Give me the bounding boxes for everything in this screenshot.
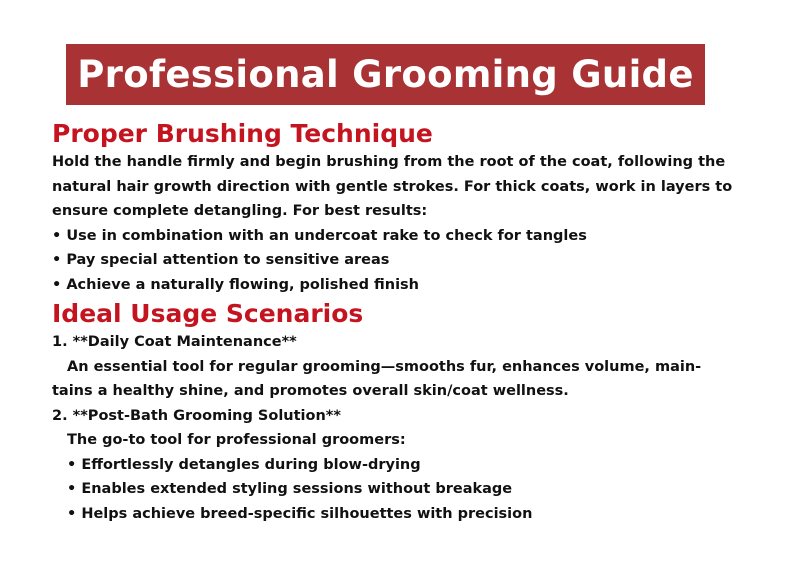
- bullet-item: • Achieve a naturally flowing, polished finish: [52, 276, 419, 293]
- numbered-item-title: 2. **Post-Bath Grooming Solution**: [52, 407, 341, 424]
- guide-title-banner: [66, 44, 705, 105]
- item-intro: The go-to tool for professional groomers:: [67, 432, 406, 448]
- item-description-line: tains a healthy shine, and promotes overall skin/coat wellness.: [52, 383, 569, 399]
- numbered-item-title: 1. **Daily Coat Maintenance**: [52, 334, 297, 350]
- section-heading-brushing: Proper Brushing Technique: [52, 119, 433, 148]
- section-heading-usage: Ideal Usage Scenarios: [52, 299, 364, 328]
- bullet-item: • Use in combination with an undercoat rake to check for tangles: [52, 227, 587, 244]
- item-description-line: An essential tool for regular grooming—smooths fur, enhances volume, main-: [67, 358, 702, 375]
- section-brushing: [52, 118, 772, 297]
- guide-title: Professional Grooming Guide: [77, 53, 694, 96]
- bullet-item: • Pay special attention to sensitive areas: [52, 252, 390, 268]
- guide-content: [52, 118, 772, 526]
- bullet-item: • Effortlessly detangles during blow-drying: [67, 456, 421, 473]
- paragraph-line: ensure complete detangling. For best results:: [52, 203, 428, 219]
- section-usage: [52, 298, 772, 526]
- bullet-item: • Helps achieve breed-specific silhouettes with precision: [67, 505, 533, 522]
- paragraph-line: natural hair growth direction with gentle strokes. For thick coats, work in layers to: [52, 178, 733, 195]
- bullet-item: • Enables extended styling sessions without breakage: [67, 481, 513, 497]
- paragraph-line: Hold the handle firmly and begin brushing from the root of the coat, following the: [52, 154, 726, 170]
